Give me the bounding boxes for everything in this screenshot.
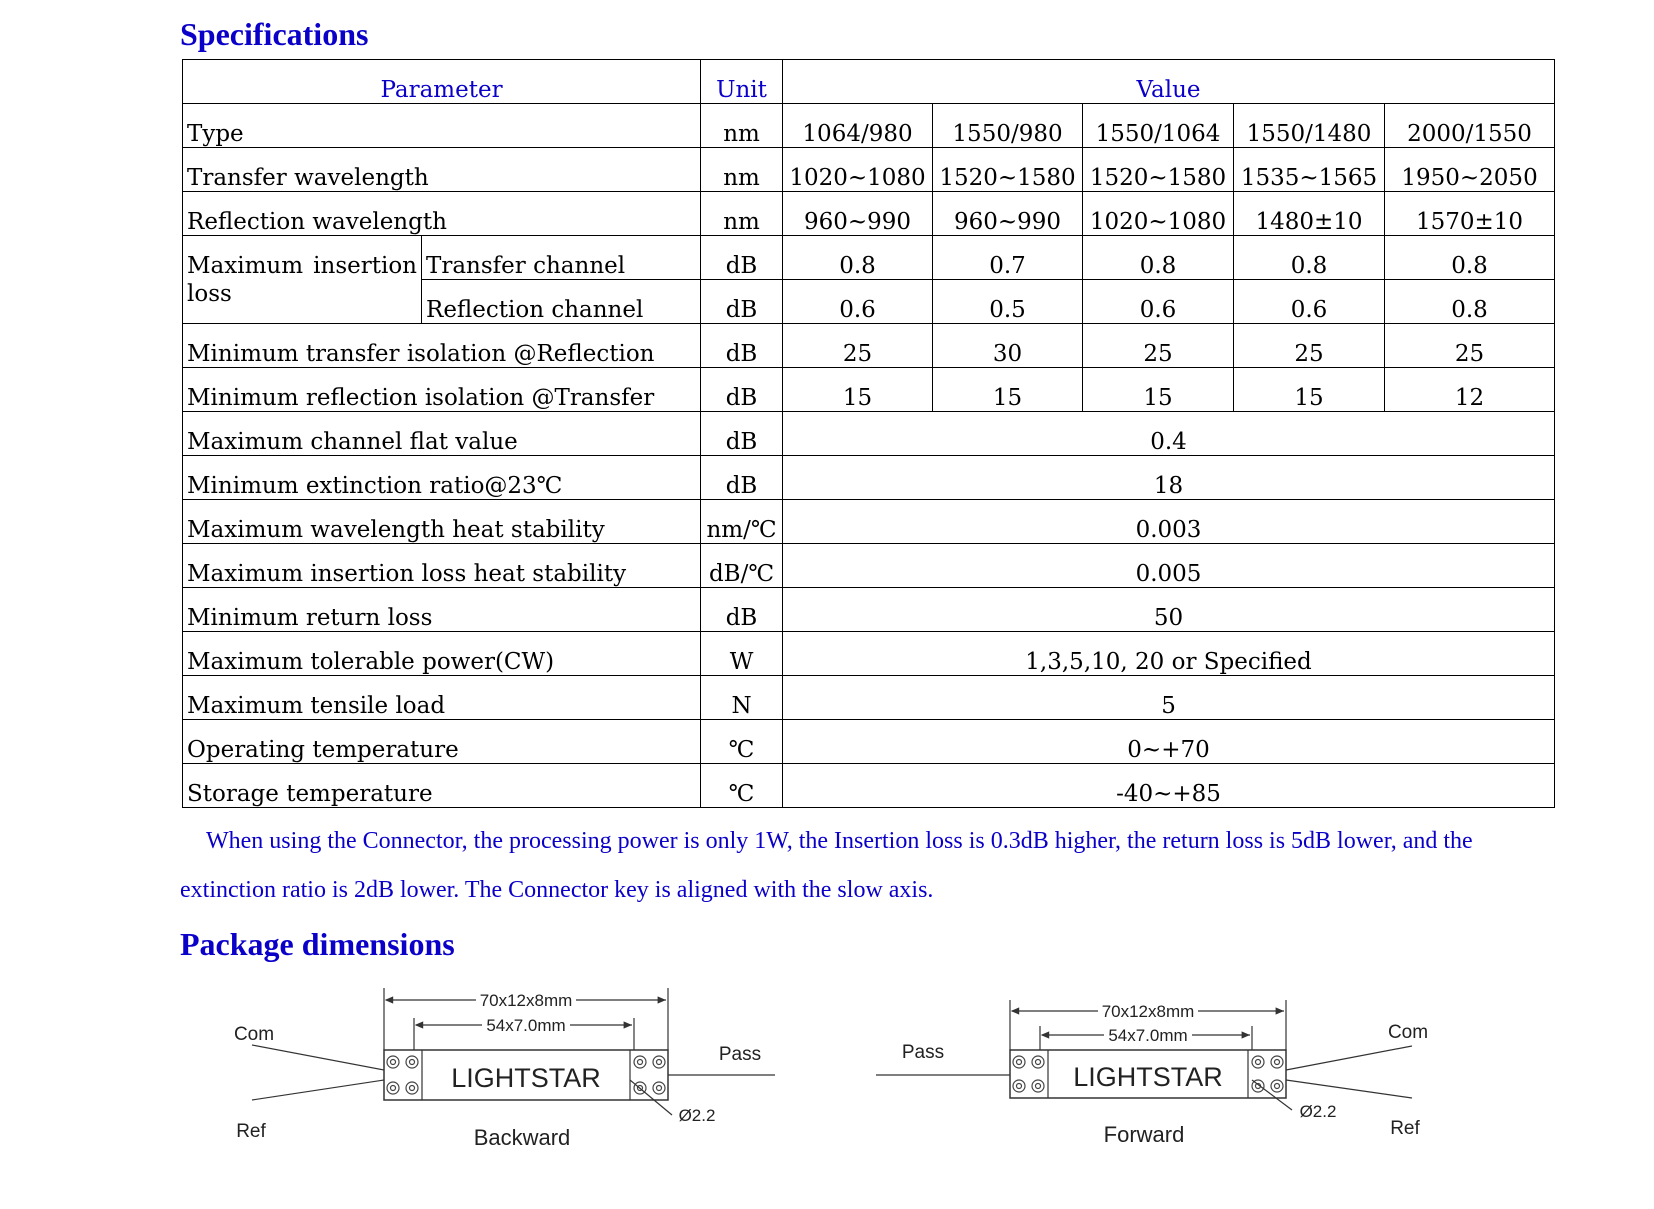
value-cell: 1480±10 [1234,192,1385,236]
value-cell: 18 [783,456,1555,500]
value-cell: 30 [933,324,1083,368]
reflection-channel-label: Reflection channel [422,280,701,324]
value-cell: 15 [783,368,933,412]
value-cell: 1020~1080 [1083,192,1234,236]
value-cell: 0.7 [933,236,1083,280]
value-cell: 1550/1480 [1234,104,1385,148]
parameter-label: Maximum channel flat value [183,412,701,456]
forward-inner-dimension: 54x7.0mm [1108,1026,1188,1045]
backward-brand-label: LIGHTSTAR [451,1063,601,1093]
value-cell: 0.4 [783,412,1555,456]
value-cell: 12 [1385,368,1555,412]
unit-cell: ℃ [701,720,783,764]
value-cell: 0.6 [1234,280,1385,324]
value-cell: 960~990 [783,192,933,236]
value-cell: 0.8 [1385,236,1555,280]
parameter-label: Minimum return loss [183,588,701,632]
value-cell: 50 [783,588,1555,632]
value-cell: 1550/980 [933,104,1083,148]
forward-brand-label: LIGHTSTAR [1073,1062,1223,1092]
value-cell: 1570±10 [1385,192,1555,236]
insertion-loss-word-1: Maximum [187,252,304,279]
value-cell: 15 [1234,368,1385,412]
value-cell: 1520~1580 [933,148,1083,192]
unit-cell: dB [701,456,783,500]
parameter-label: Maximum tolerable power(CW) [183,632,701,676]
unit-cell: nm [701,104,783,148]
value-cell: 0.8 [783,236,933,280]
insertion-loss-word-2: insertion [313,252,417,279]
parameter-label: Minimum reflection isolation @Transfer [183,368,701,412]
value-cell: 1520~1580 [1083,148,1234,192]
value-cell: 0.6 [1083,280,1234,324]
parameter-label: Minimum transfer isolation @Reflection [183,324,701,368]
parameter-label: Storage temperature [183,764,701,808]
parameter-label: Reflection wavelength [183,192,701,236]
backward-port-com: Com [233,1024,275,1045]
parameter-label: Transfer wavelength [183,148,701,192]
unit-cell: dB [701,236,783,280]
value-cell: 25 [783,324,933,368]
unit-cell: dB/℃ [701,544,783,588]
value-cell: 0.8 [1234,236,1385,280]
header-value: Value [783,60,1555,104]
backward-inner-dimension: 54x7.0mm [486,1016,566,1035]
value-cell: 1020~1080 [783,148,933,192]
transfer-channel-label: Transfer channel [422,236,701,280]
unit-cell: nm [701,192,783,236]
value-cell: 1,3,5,10, 20 or Specified [783,632,1555,676]
value-cell: 1064/980 [783,104,933,148]
value-cell: 1950~2050 [1385,148,1555,192]
backward-port-pass: Pass [718,1044,762,1065]
backward-port-ref: Ref [236,1121,266,1142]
parameter-label: Minimum extinction ratio@23℃ [183,456,701,500]
value-cell: 0.003 [783,500,1555,544]
unit-cell: dB [701,324,783,368]
header-unit: Unit [701,60,783,104]
unit-cell: dB [701,368,783,412]
unit-cell: dB [701,412,783,456]
forward-outer-dimension: 70x12x8mm [1101,1002,1195,1021]
parameter-label: Operating temperature [183,720,701,764]
value-cell: 1550/1064 [1083,104,1234,148]
value-cell: 15 [933,368,1083,412]
unit-cell: N [701,676,783,720]
forward-port-ref: Ref [1390,1118,1420,1139]
forward-caption: Forward [1103,1122,1185,1147]
value-cell: 25 [1083,324,1234,368]
value-cell: 0.6 [783,280,933,324]
value-cell: 1535~1565 [1234,148,1385,192]
value-cell: -40~+85 [783,764,1555,808]
value-cell: 25 [1234,324,1385,368]
value-cell: 0.8 [1083,236,1234,280]
value-cell: 960~990 [933,192,1083,236]
parameter-label: Maximum insertion loss heat stability [183,544,701,588]
connector-note: When using the Connector, the processing power is only 1W, the Insertion loss is 0.3dB higher, the return loss is 5dB lower, and the extinction ratio is 2dB lower. The Connector key is aligned with the slow axis. [180,828,1473,903]
value-cell: 5 [783,676,1555,720]
unit-cell: dB [701,280,783,324]
unit-cell: nm [701,148,783,192]
backward-hole-diameter: Ø2.2 [678,1106,716,1125]
backward-caption: Backward [473,1125,571,1150]
backward-outer-dimension: 70x12x8mm [479,991,573,1010]
forward-hole-diameter: Ø2.2 [1299,1102,1337,1121]
parameter-label: Type [183,104,701,148]
value-cell: 15 [1083,368,1234,412]
parameter-label: Maximum wavelength heat stability [183,500,701,544]
specifications-title: Specifications [180,16,369,52]
unit-cell: dB [701,588,783,632]
forward-port-pass: Pass [901,1042,945,1063]
unit-cell: ℃ [701,764,783,808]
value-cell: 0~+70 [783,720,1555,764]
unit-cell: nm/℃ [701,500,783,544]
forward-diagram [876,1000,1428,1147]
value-cell: 0.8 [1385,280,1555,324]
parameter-label: Maximum tensile load [183,676,701,720]
package-dimensions-title: Package dimensions [180,926,455,962]
header-parameter: Parameter [183,60,701,104]
value-cell: 0.5 [933,280,1083,324]
value-cell: 2000/1550 [1385,104,1555,148]
forward-port-com: Com [1387,1022,1429,1043]
unit-cell: W [701,632,783,676]
insertion-loss-word-3: loss [187,280,232,307]
value-cell: 0.005 [783,544,1555,588]
value-cell: 25 [1385,324,1555,368]
backward-diagram [234,988,775,1150]
